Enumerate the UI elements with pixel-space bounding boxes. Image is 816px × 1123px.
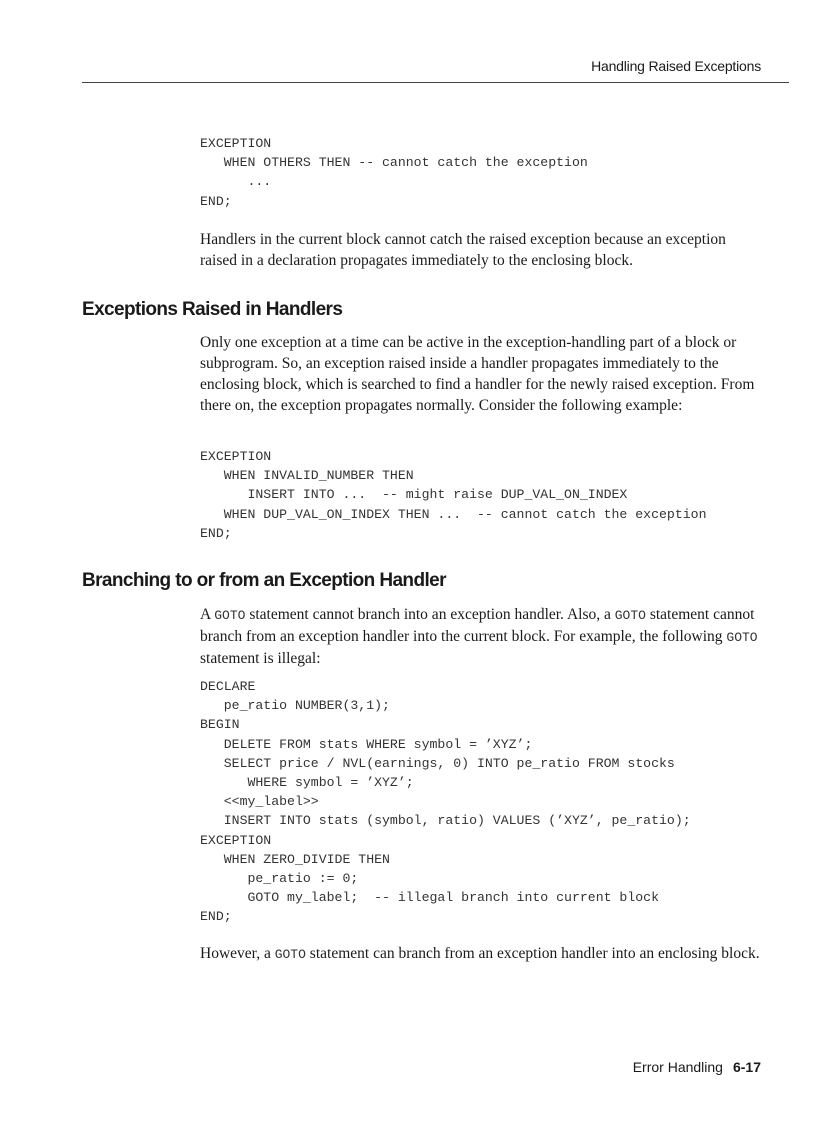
paragraph-goto-enclosing-block: However, a GOTO statement can branch from an exception handler into an enclosing block. — [200, 945, 760, 962]
inline-code-goto: GOTO — [214, 608, 246, 623]
paragraph-handlers-current-block: Handlers in the current block cannot catch the raised exception because an exception raised in a declaration propagates immediately to the enclosing block. — [200, 231, 726, 269]
paragraph-goto-restrictions: A GOTO statement cannot branch into an exception handler. Also, a GOTO statement cannot branch from an exception handler into the current block. For example, the following GOTO statement is illegal: — [200, 606, 758, 667]
inline-code-goto: GOTO — [274, 947, 306, 962]
code-block-exception-others: EXCEPTION WHEN OTHERS THEN -- cannot catch the exception ... END; — [200, 136, 588, 209]
running-header: Handling Raised Exceptions — [591, 58, 761, 74]
heading-exceptions-raised-in-handlers: Exceptions Raised in Handlers — [82, 299, 343, 320]
code-block-illegal-goto: DECLARE pe_ratio NUMBER(3,1); BEGIN DELETE FROM stats WHERE symbol = ’XYZ’; SELECT price / NVL(earnings, 0) INTO pe_ratio FROM stocks WHERE symbol = ’XYZ’; <<my_label>> INSERT INTO stats (symbol, ratio) VALUES (’XYZ’, pe_ratio); EXCEPTION WHEN ZERO_DIVIDE THEN pe_ratio := 0; GOTO my_label; -- illegal branch into current block END; — [200, 679, 691, 925]
page-number: 6-17 — [732, 1059, 761, 1075]
paragraph-exceptions-in-handlers: Only one exception at a time can be active in the exception-handling part of a block or subprogram. So, an exception raised inside a handler propagates immediately to the enclosing block, which is searched to find a handler for the newly raised exception. From there on, the exception propagates normally. Consider the following example: — [200, 334, 755, 414]
inline-code-goto: GOTO — [614, 608, 646, 623]
footer-chapter: Error Handling — [632, 1059, 723, 1075]
inline-code-goto: GOTO — [726, 630, 758, 645]
code-block-handler-example: EXCEPTION WHEN INVALID_NUMBER THEN INSERT INTO ... -- might raise DUP_VAL_ON_INDEX WHEN DUP_VAL_ON_INDEX THEN ... -- cannot catch the exception END; — [200, 449, 707, 541]
heading-branching-exception-handler: Branching to or from an Exception Handler — [82, 570, 446, 591]
header-rule — [82, 82, 789, 83]
page-footer — [633, 1059, 761, 1075]
